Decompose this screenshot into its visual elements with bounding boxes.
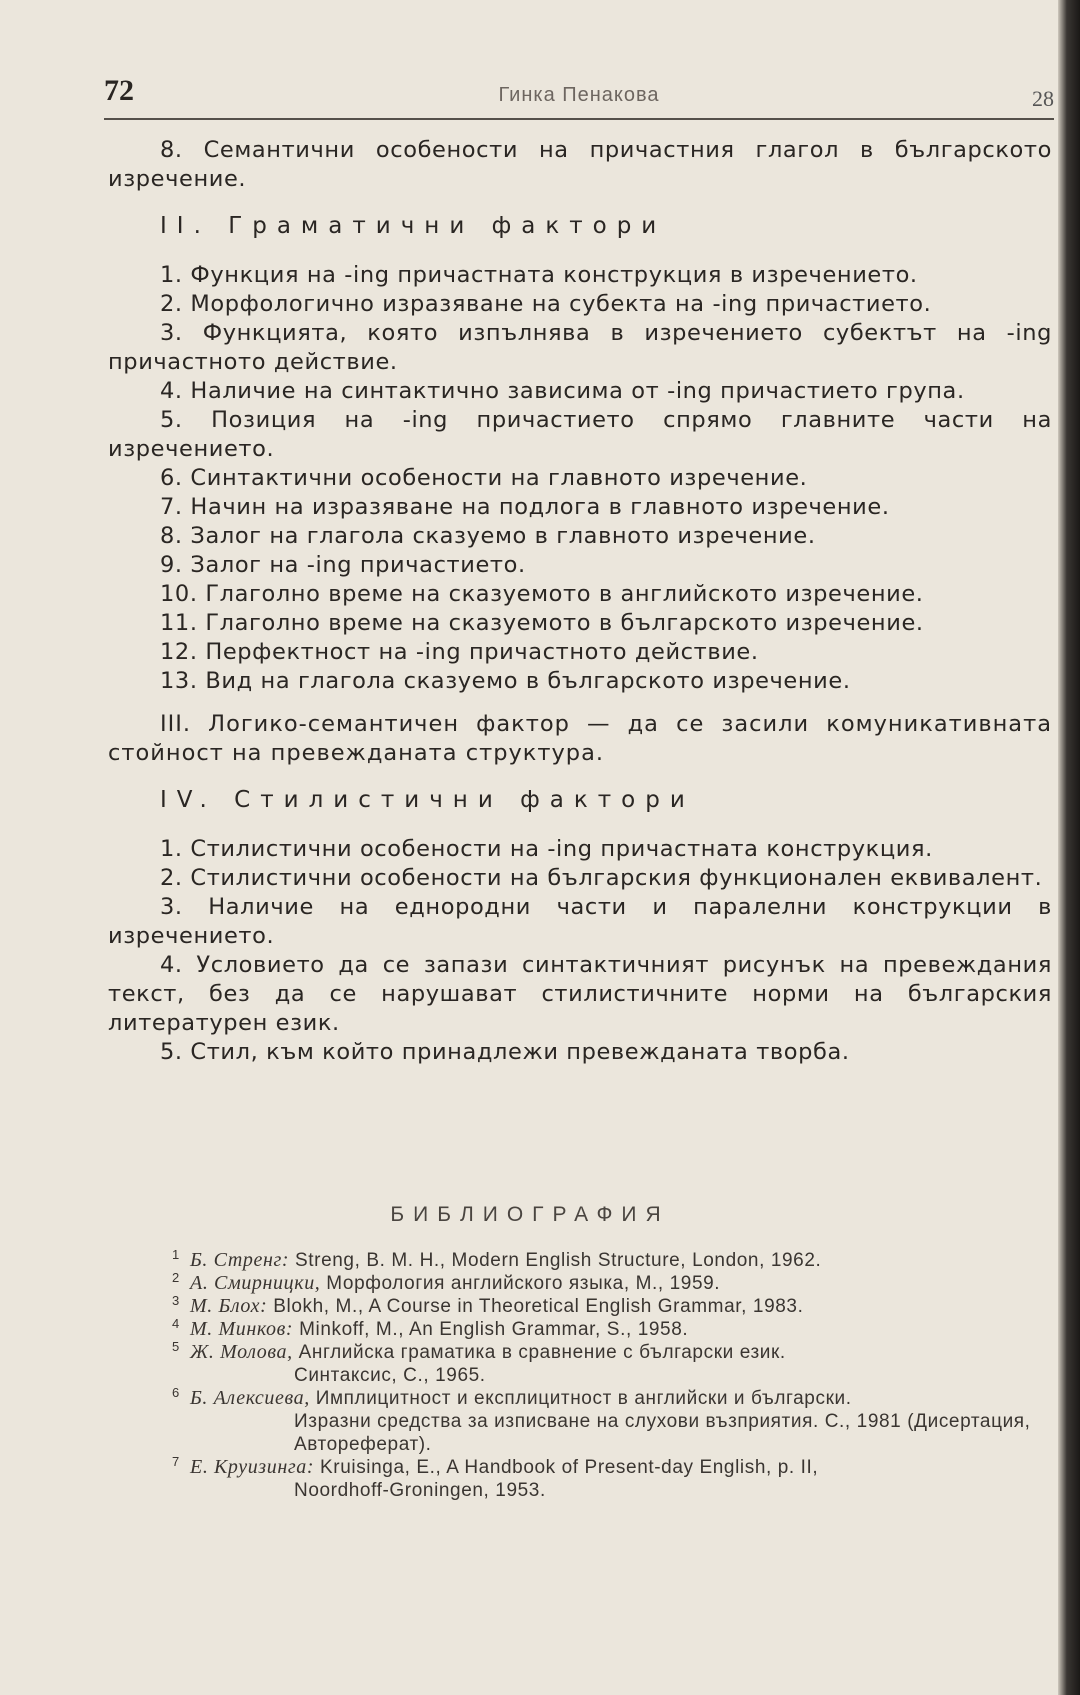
entry-continuation: Noordhoff-Groningen, 1953. [294,1480,546,1501]
section4-item: 5. Стил, към който принадлежи превежданата творба. [160,1039,850,1065]
entry-author: Б. Стренг: [190,1249,290,1271]
entry-text: Streng, B. M. H., Modern English Structure, London, 1962. [295,1250,822,1271]
section1-item-8: 8. Семантични особености на причастния глагол в българското изречение. [108,137,1052,192]
section2-item: 3. Функцията, която изпълнява в изречението субектът на -ing причастното действие. [108,320,1052,375]
bibliography-entry [172,1318,1054,1341]
entry-author: Е. Круизинга: [190,1456,315,1478]
entry-continuation: Синтаксис, С., 1965. [294,1365,486,1386]
bibliography-entry [172,1295,1054,1318]
section2-item: 2. Морфологично изразяване на субекта на -ing причастието. [160,291,932,317]
section2-item: 10. Глаголно време на сказуемото в английското изречение. [160,581,924,607]
section2-item: 13. Вид на глагола сказуемо в българското изречение. [160,668,851,694]
running-head: Гинка Пенакова [498,84,660,106]
bibliography-entry [172,1387,1054,1456]
page-header [104,72,1054,120]
footnote-number: 3 [172,1293,180,1308]
entry-author: М. Блох: [190,1295,268,1317]
page-body [108,136,1052,1067]
bibliography-entry [172,1272,1054,1295]
section2-item: 9. Залог на -ing причастието. [160,552,526,578]
section2-item: 4. Наличие на синтактично зависима от -ing причастието група. [160,378,965,404]
entry-continuation: Изразни средства за изписване на слухови възприятия. С., 1981 (Дисертация, Автореферат). [294,1411,1031,1455]
footnote-number: 1 [172,1247,180,1262]
footnote-number: 5 [172,1339,180,1354]
entry-text: Kruisinga, E., A Handbook of Present-day English, p. II, [320,1457,819,1478]
edge-page-number: 28 [1032,86,1054,111]
entry-text: Морфология английского языка, М., 1959. [326,1273,721,1294]
section2-item: 6. Синтактични особености на главното изречение. [160,465,808,491]
section4-item: 2. Стилистични особености на българския функционален еквивалент. [160,865,1043,891]
section3-text: III. Логико-семантичен фактор — да се засили комуникативната стойност на превежданата структура. [108,711,1052,766]
book-spine-edge [1058,0,1080,1695]
section2-item: 12. Перфектност на -ing причастното действие. [160,639,759,665]
section2-item: 8. Залог на глагола сказуемо в главното изречение. [160,523,816,549]
bibliography-list [172,1249,1054,1502]
page-number: 72 [104,74,134,107]
section2-item: 1. Функция на -ing причастната конструкция в изречението. [160,262,918,288]
section2-item: 5. Позиция на -ing причастието спрямо главните части на изречението. [108,407,1052,462]
section2-item: 7. Начин на изразяване на подлога в главното изречение. [160,494,890,520]
section4-item: 3. Наличие на еднородни части и паралелни конструкции в изречението. [108,894,1052,949]
footnote-number: 4 [172,1316,180,1331]
bibliography-entry [172,1456,1054,1502]
bibliography-title: БИБЛИОГРАФИЯ [390,1203,670,1226]
bibliography-entry [172,1249,1054,1272]
entry-author: Б. Алексиева, [190,1387,310,1409]
entry-author: Ж. Молова, [190,1341,293,1363]
section2-heading: II. Граматични фактори [160,213,667,239]
entry-text: Английска граматика в сравнение с български език. [298,1342,786,1363]
section4-item: 1. Стилистични особености на -ing причастната конструкция. [160,836,933,862]
entry-text: Имплицитност и експлицитност в английски и български. [315,1388,852,1409]
footnote-number: 7 [172,1454,180,1469]
footnote-number: 6 [172,1385,180,1400]
entry-author: А. Смирницки, [190,1272,321,1294]
section4-item: 4. Условието да се запази синтактичният рисунък на превеждания текст, без да се нарушават стилистичните норми на българския литературен език. [108,952,1052,1036]
section4-heading: IV. Стилистични фактори [160,787,695,813]
footnote-number: 2 [172,1270,180,1285]
entry-author: М. Минков: [190,1318,294,1340]
entry-text: Blokh, M., A Course in Theoretical English Grammar, 1983. [273,1296,804,1317]
entry-text: Minkoff, M., An English Grammar, S., 1958. [299,1319,689,1340]
section2-item: 11. Глаголно време на сказуемото в българското изречение. [160,610,924,636]
bibliography-entry [172,1341,1054,1387]
